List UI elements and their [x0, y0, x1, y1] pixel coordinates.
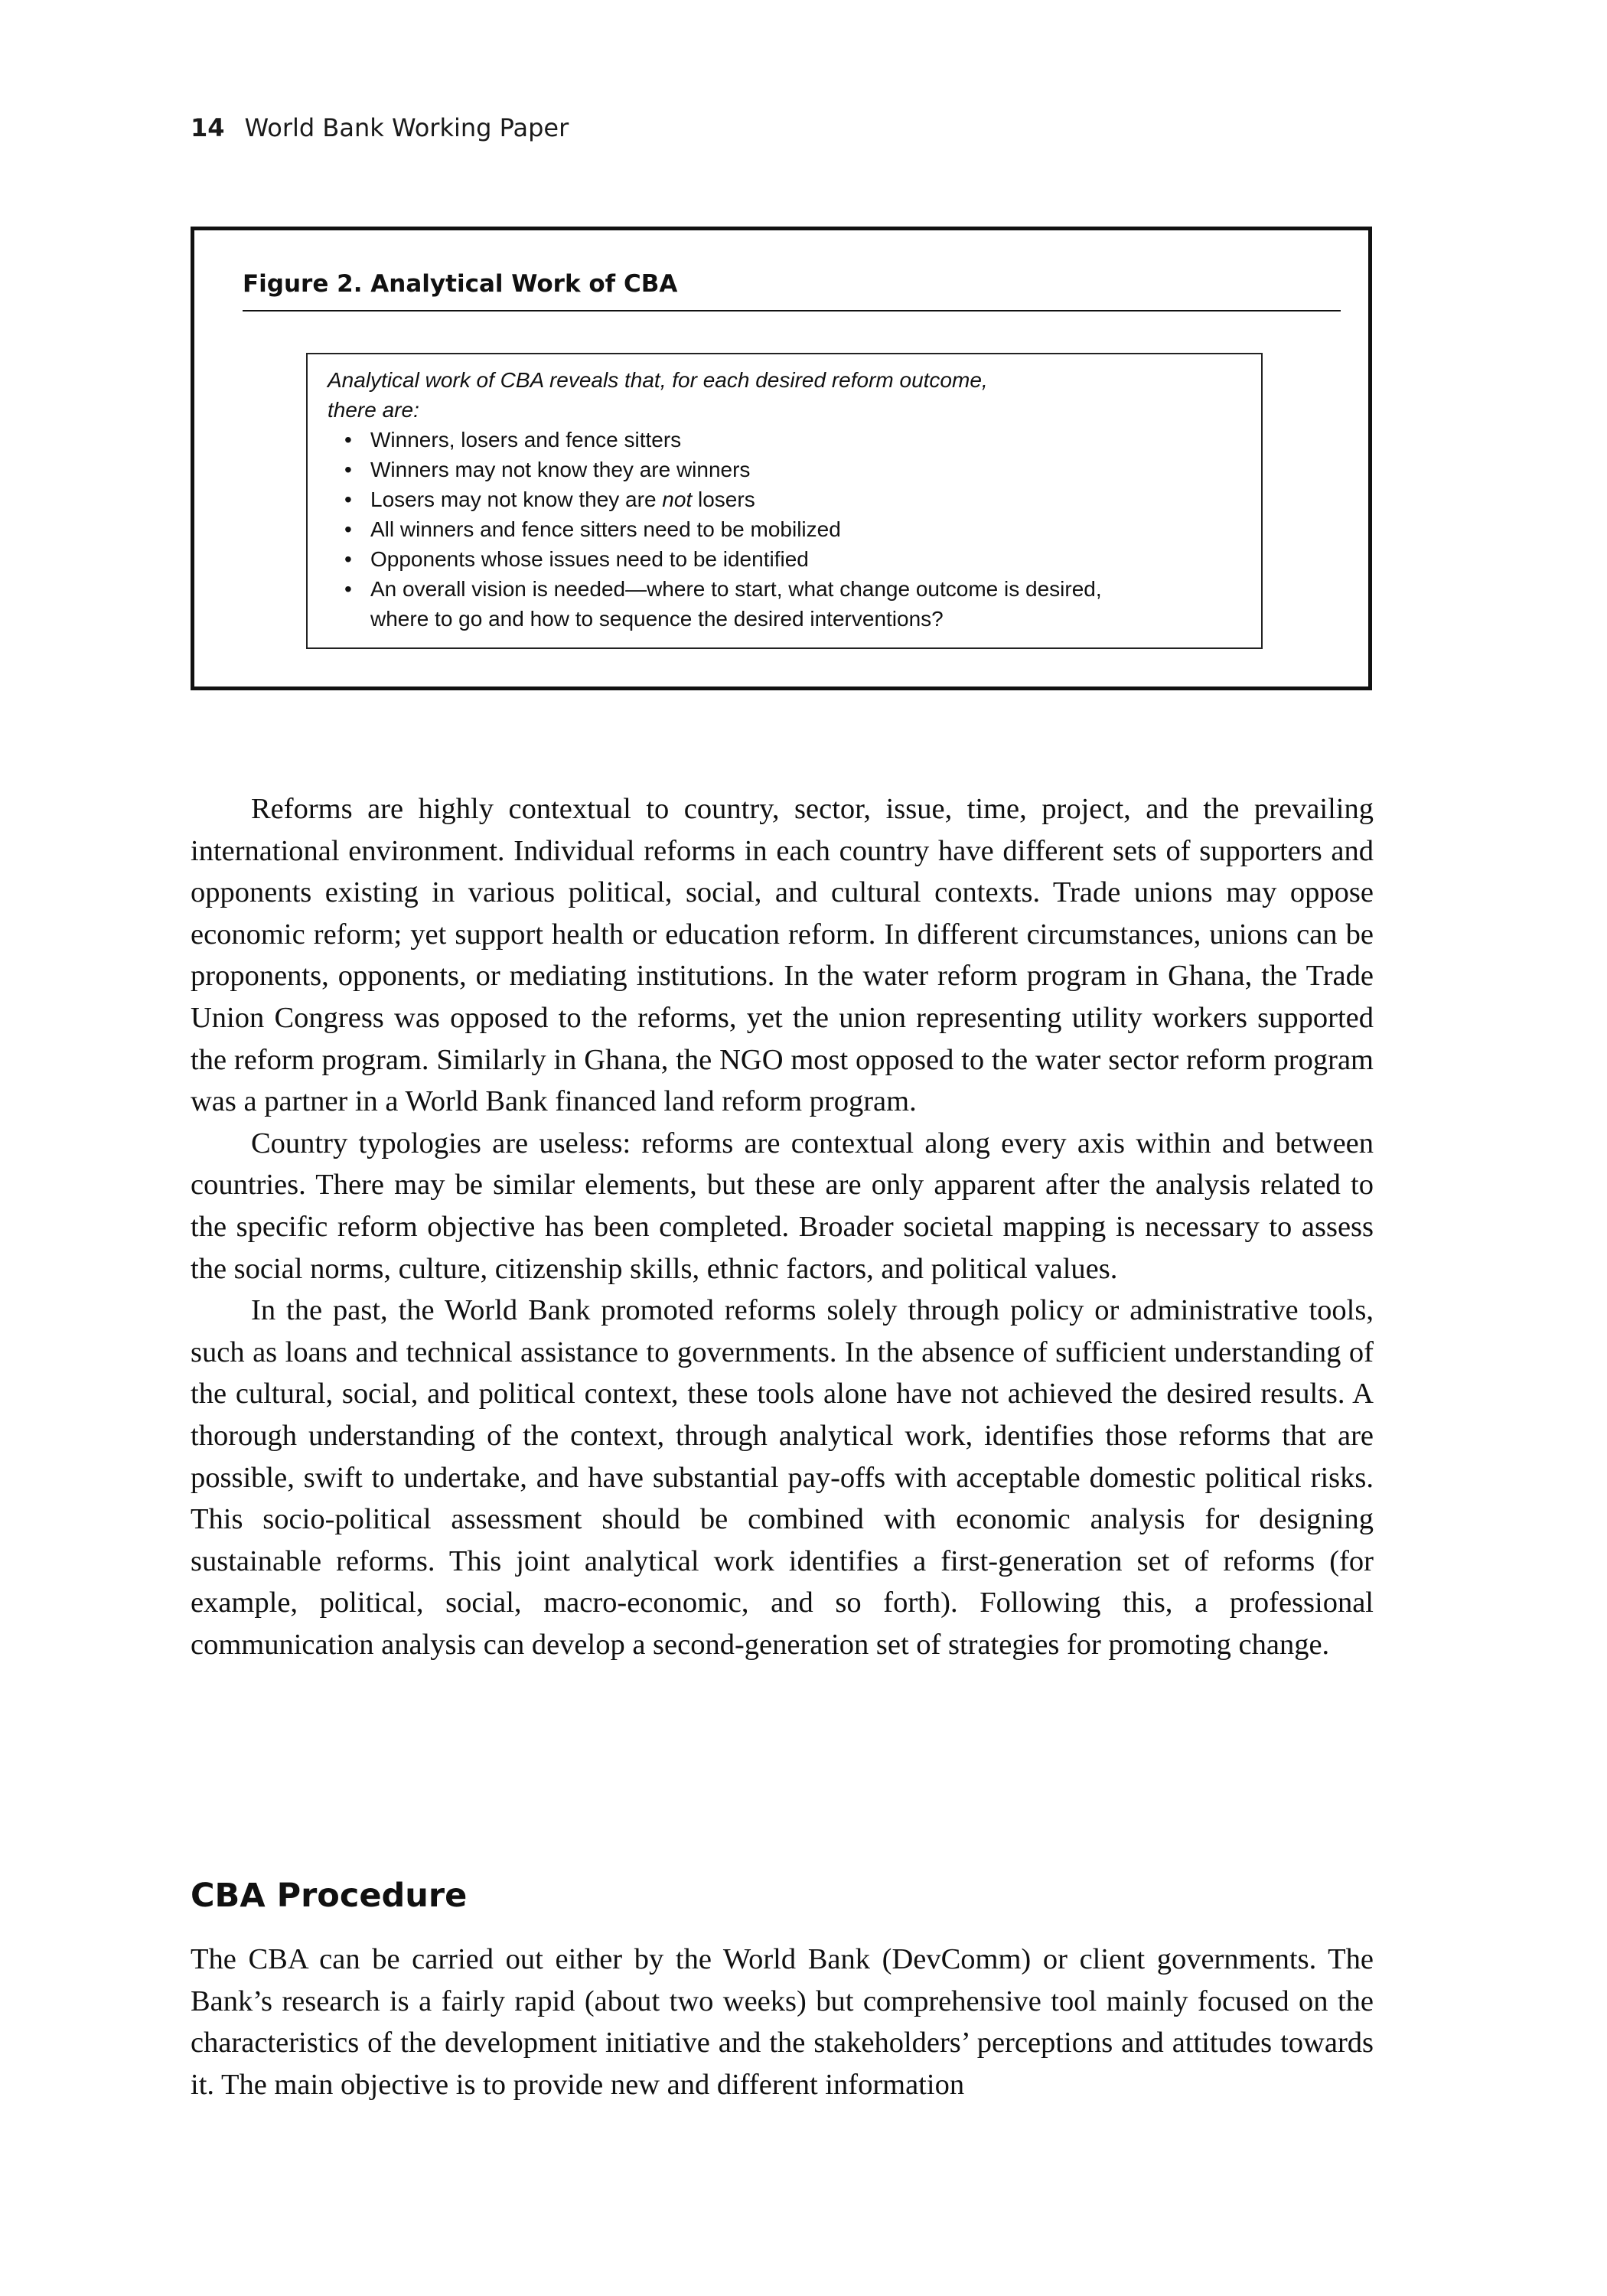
- figure-intro-line-1: Analytical work of CBA reveals that, for each desired reform outcome,: [328, 368, 988, 392]
- bullet-icon: •: [344, 488, 352, 511]
- figure-bullet-item: [328, 544, 1247, 574]
- section-heading: CBA Procedure: [191, 1877, 468, 1915]
- emphasis-not: not: [662, 488, 693, 511]
- figure-bullet-text: [370, 488, 755, 511]
- figure-box: [191, 227, 1372, 690]
- bullet-icon: •: [344, 517, 352, 541]
- body-paragraph: Reforms are highly contextual to country, sector, issue, time, project, and the prevailing international environment. Individual reforms in each country have different sets of supporters and opponents existing in various political, social, and cultural contexts. Trade unions may oppose economic reform; yet support health or education reform. In different circumstances, unions can be proponents, opponents, or mediating institutions. In the water reform program in Ghana, the Trade Union Congress was opposed to the reforms, yet the union representing utility workers supported the reform program. Similarly in Ghana, the NGO most opposed to the water sector reform program was a partner in a World Bank financed land reform program.: [191, 793, 1374, 1118]
- body-paragraph: Country typologies are useless: reforms are contextual along every axis within and between countries. There may be similar elements, but these are only apparent after the analysis related to the specific reform objective has been completed. Broader societal mapping is necessary to assess the social norms, culture, citizenship skills, ethnic factors, and political values.: [191, 1127, 1374, 1285]
- figure-intro-line-2: there are:: [328, 398, 419, 422]
- bullet-text-part: Losers may not know they are: [370, 488, 663, 511]
- figure-bullet-text: Opponents whose issues need to be identified: [370, 547, 809, 571]
- bullet-text-line: An overall vision is needed—where to start, what change outcome is desired,: [370, 577, 1102, 601]
- figure-bullet-item: [328, 484, 1247, 514]
- bullet-icon: •: [344, 458, 352, 481]
- figure-bullet-text: Winners, losers and fence sitters: [370, 428, 682, 452]
- body-text: [191, 788, 1374, 1665]
- section-paragraph: The CBA can be carried out either by the World Bank (DevComm) or client governments. The Bank’s research is a fairly rapid (about two weeks) but comprehensive tool mainly focused on the characteristics of the development initiative and the stakeholders’ perceptions and attitudes towards it. The main objective is to provide new and different information: [191, 1943, 1374, 2101]
- bullet-icon: •: [344, 547, 352, 571]
- figure-bullet-list: [328, 425, 1247, 634]
- body-paragraph: In the past, the World Bank promoted reforms solely through policy or administrative tools, such as loans and technical assistance to governments. In the absence of sufficient understanding of the cultural, social, and political context, these tools alone have not achieved the desired results. A thorough understanding of the context, through analytical work, identifies those reforms that are possible, swift to undertake, and have substantial pay-offs with acceptable domestic political risks. This socio-political assessment should be combined with economic analysis for designing sustainable reforms. This joint analytical work identifies a first-generation set of reforms (for example, political, social, macro-economic, and so forth). Following this, a professional communication analysis can develop a second-generation set of strategies for promoting change.: [191, 1294, 1374, 1661]
- figure-title: Figure 2. Analytical Work of CBA: [243, 270, 678, 298]
- figure-bullet-text: All winners and fence sitters need to be mobilized: [370, 517, 841, 541]
- running-head: [191, 113, 569, 142]
- page-number: 14: [191, 113, 225, 142]
- figure-bullet-item: [328, 455, 1247, 484]
- figure-bullet-item: [328, 425, 1247, 455]
- running-head-title: World Bank Working Paper: [244, 113, 569, 142]
- figure-bullet-item: [328, 574, 1247, 634]
- figure-bullet-text: Winners may not know they are winners: [370, 458, 751, 481]
- figure-intro: [328, 365, 1247, 425]
- bullet-icon: •: [344, 577, 352, 601]
- bullet-text-part: losers: [692, 488, 755, 511]
- figure-title-rule: [243, 310, 1341, 311]
- figure-bullet-item: [328, 514, 1247, 544]
- figure-bullet-text: [370, 577, 1102, 631]
- figure-content-box: [306, 353, 1263, 649]
- section-body-text: [191, 1939, 1374, 2105]
- bullet-text-line: where to go and how to sequence the desired interventions?: [370, 607, 944, 631]
- bullet-icon: •: [344, 428, 352, 452]
